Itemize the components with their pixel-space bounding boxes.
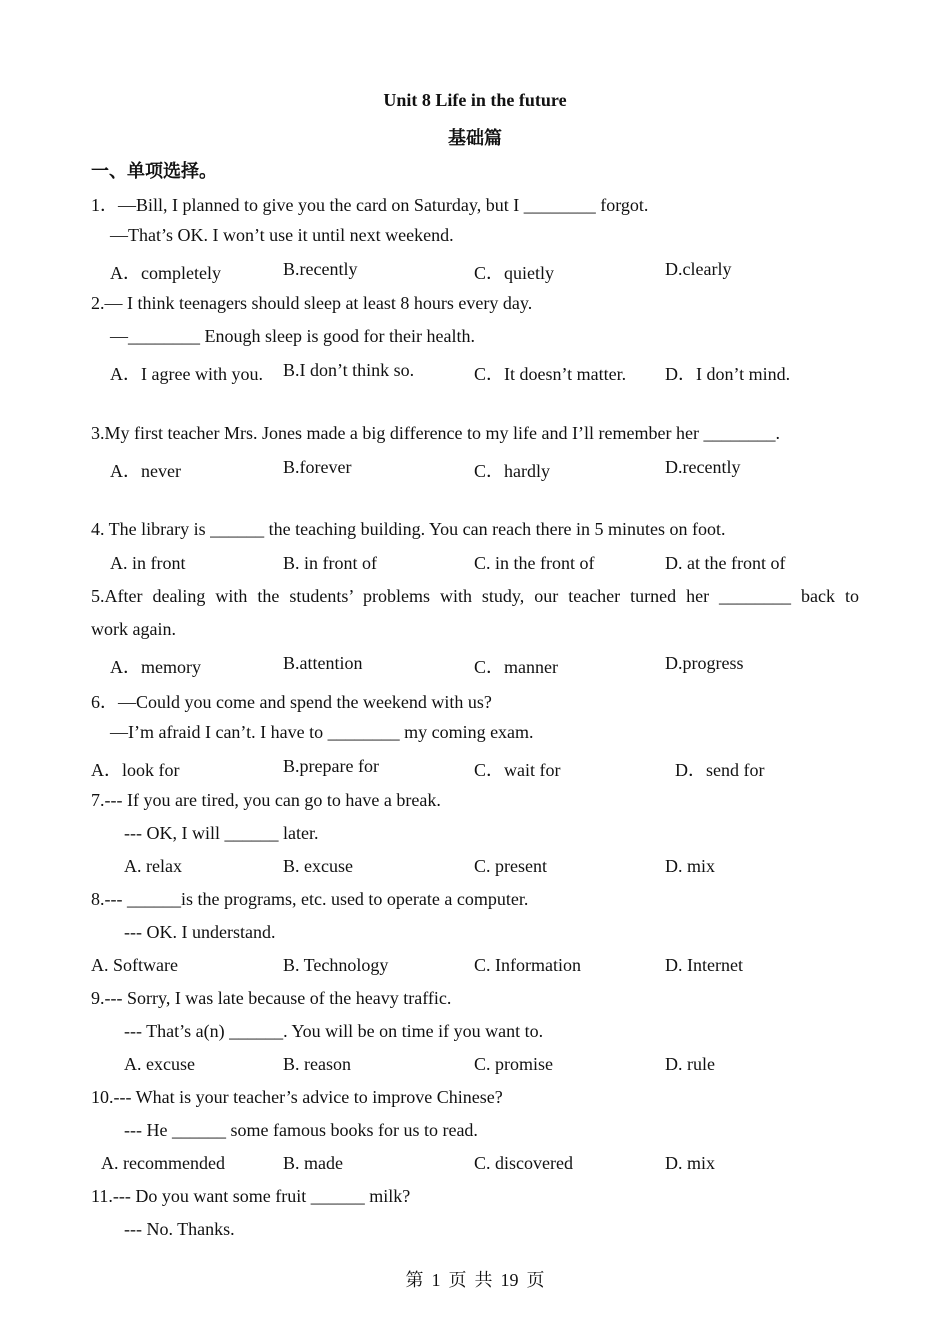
question-5-option-d: D.progress: [665, 653, 744, 673]
document-title: Unit 8 Life in the future: [383, 90, 567, 110]
question-6-option-c: C．wait for: [474, 760, 561, 780]
question-7-stem: 7.--- If you are tired, you can go to have a break.: [91, 790, 441, 810]
question-7-option-b: B. excuse: [283, 856, 353, 876]
question-3-stem: 3.My first teacher Mrs. Jones made a big difference to my life and I’ll remember her ________.: [91, 423, 780, 443]
question-1-option-a: A．completely: [110, 263, 221, 283]
footer-prefix: 第: [405, 1270, 424, 1290]
question-1-reply: —That’s OK. I won’t use it until next weekend.: [110, 225, 454, 245]
question-7-reply: --- OK, I will ______ later.: [124, 823, 319, 843]
question-3-option-d: D.recently: [665, 457, 741, 477]
question-4-stem: 4. The library is ______ the teaching building. You can reach there in 5 minutes on foot.: [91, 519, 726, 539]
question-5-option-c: C．manner: [474, 657, 558, 677]
question-7-option-c: C. present: [474, 856, 547, 876]
question-10-option-a: A. recommended: [101, 1153, 225, 1173]
question-5-option-b: B.attention: [283, 653, 363, 673]
question-2-option-d: D．I don’t mind.: [665, 364, 791, 384]
question-11-stem: 11.--- Do you want some fruit ______ milk?: [91, 1186, 411, 1206]
section-heading: 一、单项选择。: [91, 161, 217, 181]
question-7-option-a: A. relax: [124, 856, 182, 876]
question-9-option-b: B. reason: [283, 1054, 351, 1074]
document-subtitle: 基础篇: [448, 128, 502, 148]
question-6-option-b: B.prepare for: [283, 756, 379, 776]
question-2-option-b: B.I don’t think so.: [283, 360, 415, 380]
question-3-option-b: B.forever: [283, 457, 352, 477]
question-3-option-a: A．never: [110, 461, 181, 481]
question-10-stem: 10.--- What is your teacher’s advice to improve Chinese?: [91, 1087, 503, 1107]
question-3-option-c: C．hardly: [474, 461, 550, 481]
question-4-option-b: B. in front of: [283, 553, 377, 573]
footer-total-label: 共: [474, 1270, 493, 1290]
question-8-option-d: D. Internet: [665, 955, 743, 975]
question-4-option-d: D. at the front of: [665, 553, 786, 573]
question-6-reply: —I’m afraid I can’t. I have to ________ my coming exam.: [110, 722, 534, 742]
question-1-stem: 1．—Bill, I planned to give you the card on Saturday, but I ________ forgot.: [91, 195, 649, 215]
question-2-option-a: A．I agree with you.: [110, 364, 263, 384]
page-footer: [0, 1266, 950, 1292]
question-2-reply: —________ Enough sleep is good for their health.: [110, 326, 475, 346]
page-number: 1: [431, 1270, 441, 1290]
question-11-reply: --- No. Thanks.: [124, 1219, 235, 1239]
question-8-option-a: A. Software: [91, 955, 178, 975]
question-10-option-b: B. made: [283, 1153, 343, 1173]
question-5-option-a: A．memory: [110, 657, 201, 677]
question-10-option-d: D. mix: [665, 1153, 716, 1173]
question-6-option-a: A．look for: [91, 760, 180, 780]
question-8-stem: 8.--- ______is the programs, etc. used to operate a computer.: [91, 889, 529, 909]
question-7-option-d: D. mix: [665, 856, 716, 876]
question-9-option-a: A. excuse: [124, 1054, 195, 1074]
question-2-option-c: C．It doesn’t matter.: [474, 364, 627, 384]
question-1-option-d: D.clearly: [665, 259, 732, 279]
question-10-option-c: C. discovered: [474, 1153, 573, 1173]
question-8-option-c: C. Information: [474, 955, 581, 975]
footer-page-label: 页: [448, 1270, 467, 1290]
question-9-option-c: C. promise: [474, 1054, 553, 1074]
question-10-reply: --- He ______ some famous books for us to read.: [124, 1120, 478, 1140]
question-4-option-a: A. in front: [110, 553, 186, 573]
question-1-option-b: B.recently: [283, 259, 358, 279]
question-8-reply: --- OK. I understand.: [124, 922, 276, 942]
question-9-reply: --- That’s a(n) ______. You will be on time if you want to.: [124, 1021, 544, 1041]
question-6-stem: 6．—Could you come and spend the weekend with us?: [91, 692, 492, 712]
question-5-stem: 5.After dealing with the students’ problems with study, our teacher turned her ________ back to: [91, 586, 859, 606]
question-6-option-d: D．send for: [675, 760, 765, 780]
question-4-option-c: C. in the front of: [474, 553, 595, 573]
question-1-option-c: C．quietly: [474, 263, 554, 283]
question-8-option-b: B. Technology: [283, 955, 389, 975]
footer-suffix: 页: [526, 1270, 545, 1290]
question-5-stem-continued: work again.: [91, 619, 176, 639]
question-2-stem: 2.— I think teenagers should sleep at least 8 hours every day.: [91, 293, 533, 313]
question-9-option-d: D. rule: [665, 1054, 715, 1074]
total-pages: 19: [500, 1270, 519, 1290]
question-9-stem: 9.--- Sorry, I was late because of the heavy traffic.: [91, 988, 452, 1008]
